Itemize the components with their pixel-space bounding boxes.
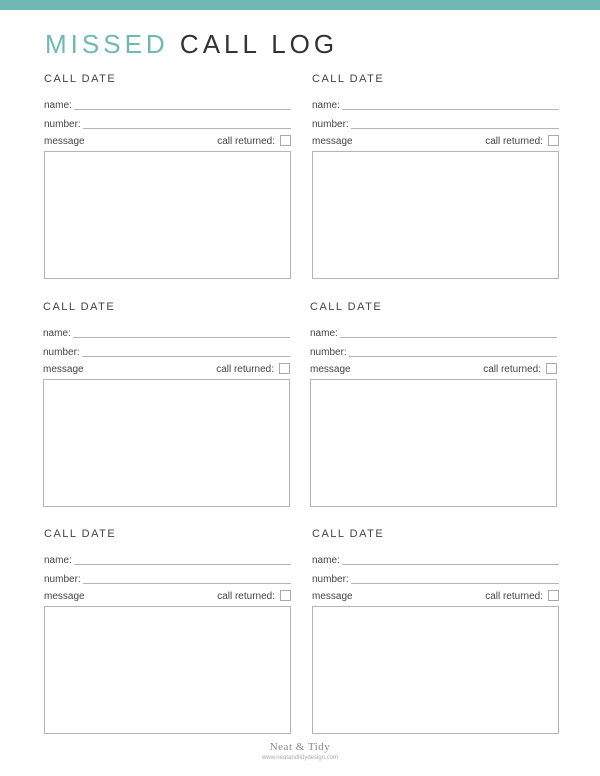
call-date-label: CALL DATE — [312, 73, 385, 85]
number-label: number: — [44, 119, 81, 130]
name-line[interactable] — [74, 564, 291, 565]
number-line[interactable] — [349, 356, 557, 357]
call-date-label: CALL DATE — [43, 301, 116, 313]
call-card-3 — [43, 301, 290, 516]
message-box[interactable] — [43, 379, 290, 507]
name-label: name: — [44, 100, 72, 111]
call-card-5 — [44, 528, 291, 743]
number-field[interactable] — [312, 571, 559, 585]
message-label: message — [312, 591, 353, 602]
call-returned-label: call returned: — [485, 136, 543, 147]
name-field[interactable] — [312, 97, 559, 111]
footer-url: www.neatandtidydesign.com — [261, 755, 339, 761]
number-label: number: — [312, 119, 349, 130]
message-label: message — [44, 136, 85, 147]
message-box[interactable] — [310, 379, 557, 507]
call-returned-label: call returned: — [217, 591, 275, 602]
number-field[interactable] — [312, 116, 559, 130]
name-line[interactable] — [73, 337, 290, 338]
message-row — [312, 590, 559, 604]
call-card-2 — [312, 73, 559, 288]
name-field[interactable] — [43, 325, 290, 339]
number-line[interactable] — [351, 128, 559, 129]
call-card-1 — [44, 73, 291, 288]
number-label: number: — [312, 574, 349, 585]
name-field[interactable] — [44, 97, 291, 111]
message-label: message — [43, 364, 84, 375]
number-field[interactable] — [43, 344, 290, 358]
call-returned-label: call returned: — [483, 364, 541, 375]
call-card-6 — [312, 528, 559, 743]
number-label: number: — [310, 347, 347, 358]
call-card-4 — [310, 301, 557, 516]
call-returned-checkbox[interactable] — [279, 363, 290, 374]
message-row — [44, 135, 291, 149]
call-date-label: CALL DATE — [312, 528, 385, 540]
call-returned-checkbox[interactable] — [548, 590, 559, 601]
message-box[interactable] — [44, 151, 291, 279]
number-field[interactable] — [44, 116, 291, 130]
name-line[interactable] — [74, 109, 291, 110]
name-label: name: — [312, 555, 340, 566]
number-line[interactable] — [351, 583, 559, 584]
number-field[interactable] — [310, 344, 557, 358]
call-returned-checkbox[interactable] — [280, 590, 291, 601]
call-returned-checkbox[interactable] — [548, 135, 559, 146]
message-box[interactable] — [44, 606, 291, 734]
title-call-log: CALL LOG — [179, 29, 339, 59]
name-label: name: — [310, 328, 338, 339]
name-field[interactable] — [312, 552, 559, 566]
call-returned-label: call returned: — [485, 591, 543, 602]
message-label: message — [310, 364, 351, 375]
top-accent-bar — [0, 0, 600, 10]
call-returned-checkbox[interactable] — [546, 363, 557, 374]
title-missed: MISSED — [45, 29, 169, 59]
number-label: number: — [43, 347, 80, 358]
footer-brand: Neat & Tidy — [269, 741, 331, 753]
call-date-label: CALL DATE — [44, 73, 117, 85]
number-label: number: — [44, 574, 81, 585]
call-date-label: CALL DATE — [310, 301, 383, 313]
name-line[interactable] — [342, 109, 559, 110]
message-label: message — [44, 591, 85, 602]
name-line[interactable] — [342, 564, 559, 565]
number-line[interactable] — [83, 583, 291, 584]
name-field[interactable] — [310, 325, 557, 339]
message-row — [43, 363, 290, 377]
name-field[interactable] — [44, 552, 291, 566]
call-date-label: CALL DATE — [44, 528, 117, 540]
call-returned-checkbox[interactable] — [280, 135, 291, 146]
message-box[interactable] — [312, 151, 559, 279]
message-row — [310, 363, 557, 377]
message-row — [312, 135, 559, 149]
page-title — [45, 29, 338, 60]
name-label: name: — [44, 555, 72, 566]
call-returned-label: call returned: — [217, 136, 275, 147]
name-label: name: — [312, 100, 340, 111]
number-field[interactable] — [44, 571, 291, 585]
name-line[interactable] — [340, 337, 557, 338]
call-returned-label: call returned: — [216, 364, 274, 375]
message-label: message — [312, 136, 353, 147]
number-line[interactable] — [83, 128, 291, 129]
message-box[interactable] — [312, 606, 559, 734]
message-row — [44, 590, 291, 604]
number-line[interactable] — [82, 356, 290, 357]
name-label: name: — [43, 328, 71, 339]
